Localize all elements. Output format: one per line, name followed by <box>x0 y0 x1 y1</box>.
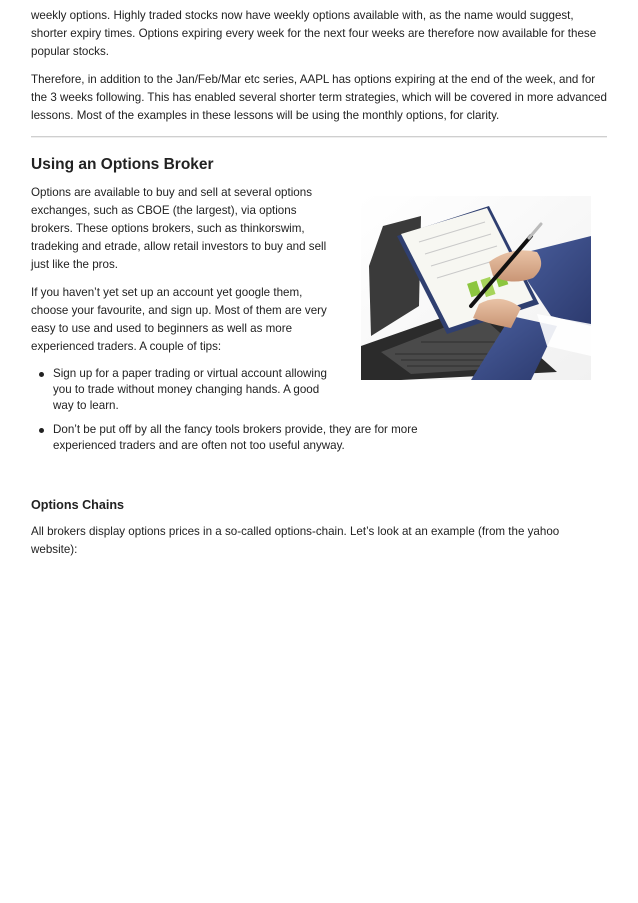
list-item <box>31 366 607 414</box>
chains-heading: Options Chains <box>31 498 125 512</box>
broker-tips-list <box>31 366 607 454</box>
broker-section <box>31 184 607 454</box>
broker-paragraph-1: Options are available to buy and sell at several options exchanges, such as CBOE (the largest), via options brokers. These options brokers, such as thinkorswim, tradeking and etrade, allow retail investors to buy and sell just like the pros. <box>31 186 327 271</box>
broker-heading: Using an Options Broker <box>31 156 214 173</box>
broker-photo-illustration <box>361 196 591 380</box>
bullet-icon <box>39 372 44 377</box>
intro-paragraph-2: Therefore, in addition to the Jan/Feb/Mar etc series, AAPL has options expiring at the end of the week, and for the 3 weeks following. This has enabled several shorter term strategies, which will be covered in more advanced lessons. Most of the examples in these lessons will be using the monthly options, for clarity. <box>31 73 607 122</box>
broker-paragraph-2: If you haven’t yet set up an account yet google them, choose your favourite, and sign up. Most of them are very easy to use and used to beginners as well as more experienced traders. A couple of tips: <box>31 286 327 353</box>
broker-photo <box>361 196 591 380</box>
section-divider <box>31 136 607 138</box>
tip-text: Sign up for a paper trading or virtual account allowing you to trade without money changing hands. A good way to learn. <box>53 367 327 412</box>
chains-paragraph: All brokers display options prices in a so-called options-chain. Let’s look at an example (from the yahoo website): <box>31 525 560 556</box>
intro-paragraph-1: weekly options. Highly traded stocks now have weekly options available with, as the name would suggest, shorter expiry times. Options expiring every week for the next four weeks are therefore now available for these popular stocks. <box>31 9 597 58</box>
tip-text: Don’t be put off by all the fancy tools brokers provide, they are for more experienced traders and are often not too useful anyway. <box>53 423 418 452</box>
list-item <box>31 422 607 454</box>
bullet-icon <box>39 428 44 433</box>
document-page <box>31 0 607 559</box>
